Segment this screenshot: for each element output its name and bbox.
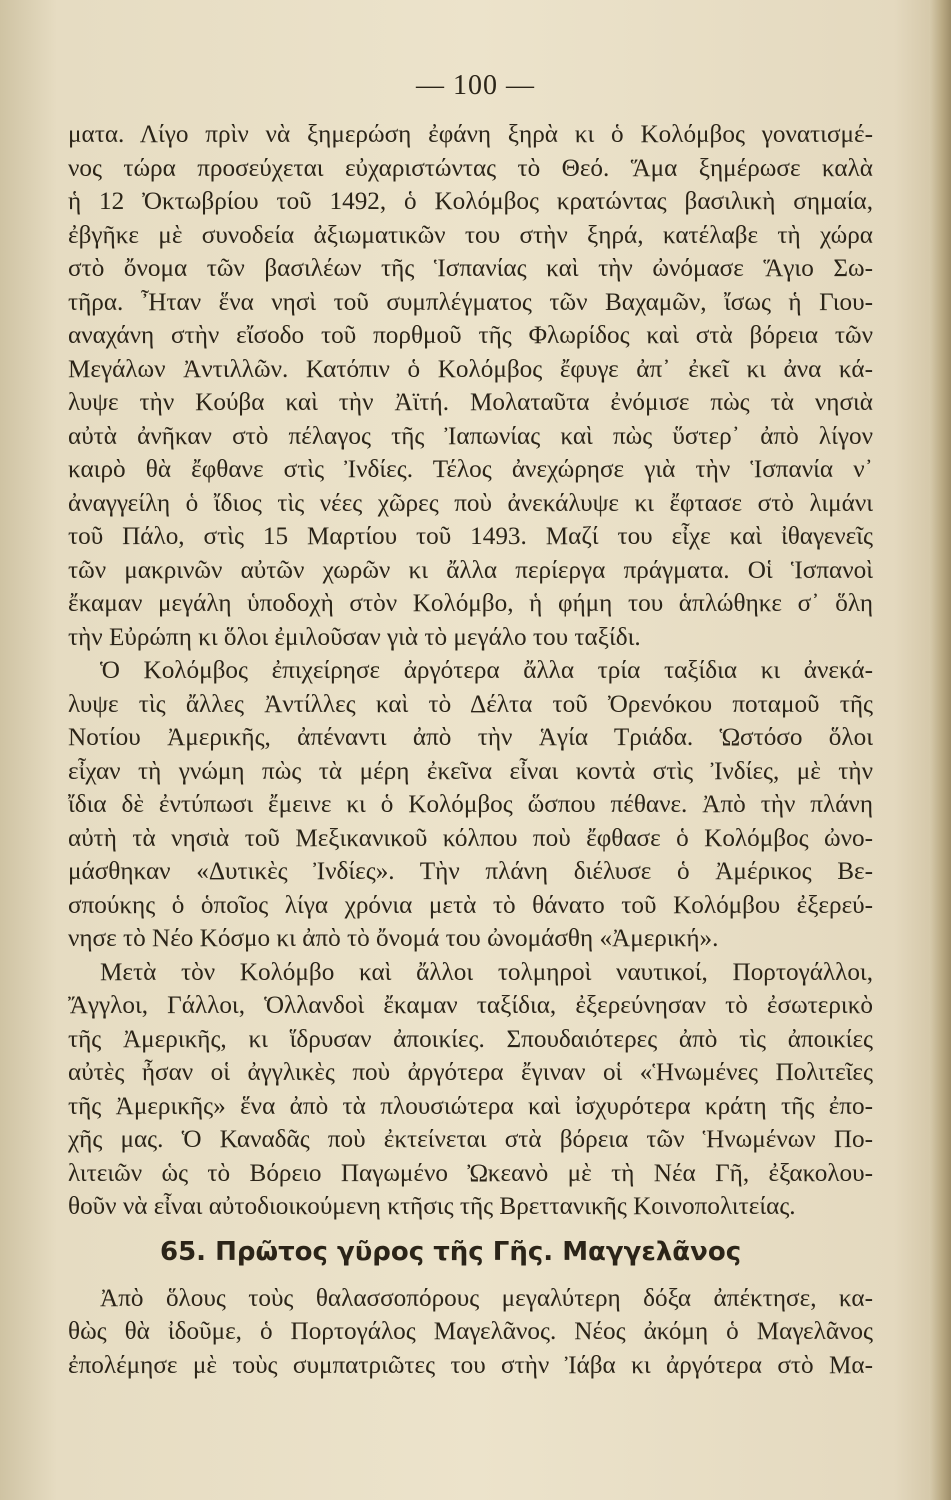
paragraph-2 (68, 654, 873, 956)
paragraph-3 (68, 956, 873, 1224)
paragraph-1 (68, 118, 873, 654)
text-line: Ἀπὸ ὅλους τοὺς θαλασσοπόρους μεγαλύτερη δόξα ἀπέκτησε, κα- (100, 1284, 873, 1312)
text-line: αὐτὴ τὰ νησιὰ τοῦ Μεξικανικοῦ κόλπου ποὺ ἔφθασε ὁ Κολόμβος ὠνο- (68, 824, 873, 852)
text-line: νησε τὸ Νέο Κόσμο κι ἀπὸ τὸ ὄνομά του ὠνομάσθη «Ἀμερική». (68, 925, 719, 952)
text-line: σπούκης ὁ ὁποῖος λίγα χρόνια μετὰ τὸ θάνατο τοῦ Κολόμβου ἐξερεύ- (68, 891, 873, 919)
text-line: ἐβγῆκε μὲ συνοδεία ἀξιωματικῶν του στὴν ξηρά, κατέλαβε τὴ χώρα (68, 221, 873, 249)
page-edge (929, 0, 951, 1500)
text-line: μάσθηκαν «Δυτικὲς Ἰνδίες». Τὴν πλάνη διέλυσε ὁ Ἀμέρικος Βε- (68, 858, 873, 885)
text-line: τῶν μακρινῶν αὐτῶν χωρῶν κι ἄλλα περίεργα πράγματα. Οἱ Ἱσπανοὶ (68, 556, 873, 584)
text-line: ἐπολέμησε μὲ τοὺς συμπατριῶτες του στὴν Ἰάβα κι ἀργότερα στὸ Μα- (68, 1351, 873, 1379)
text-line: εἶχαν τὴ γνώμη πὼς τὰ μέρη ἐκεῖνα εἶναι κοντὰ στὶς Ἰνδίες, μὲ τὴν (68, 757, 873, 785)
text-line: ἴδια δὲ ἐντύπωσι ἔμεινε κι ὁ Κολόμβος ὥσπου πέθανε. Ἀπὸ τὴν πλάνη (68, 791, 873, 818)
text-line: ἀναγγείλη ὁ ἴδιος τὶς νέες χῶρες ποὺ ἀνεκάλυψε κι ἔφτασε στὸ λιμάνι (68, 489, 873, 517)
body-text (68, 118, 873, 1382)
text-line: στὸ ὄνομα τῶν βασιλέων τῆς Ἱσπανίας καὶ τὴν ὠνόμασε Ἅγιο Σω- (68, 255, 873, 282)
page-number: — 100 — (416, 70, 535, 101)
text-line: λυψε τὶς ἄλλες Ἀντίλλες καὶ τὸ Δέλτα τοῦ Ὀρενόκου ποταμοῦ τῆς (68, 690, 873, 718)
text-line: ἡ 12 Ὀκτωβρίου τοῦ 1492, ὁ Κολόμβος κρατώντας βασιλικὴ σημαία, (68, 188, 873, 215)
text-line: Μετὰ τὸν Κολόμβο καὶ ἄλλοι τολμηροὶ ναυτικοί, Πορτογάλλοι, (100, 958, 873, 986)
text-line: λυψε τὴν Κούβα καὶ τὴν Ἀϊτή. Μολαταῦτα ἐνόμισε πὼς τὰ νησιὰ (68, 389, 873, 416)
text-line: τὴν Εὐρώπη κι ὅλοι ἐμιλοῦσαν γιὰ τὸ μεγάλο του ταξίδι. (68, 623, 641, 651)
text-line: ἔκαμαν μεγάλη ὑποδοχὴ στὸν Κολόμβο, ἡ φήμη του ἁπλώθηκε σ᾽ ὅλη (68, 590, 873, 617)
text-line: αναχάνη στὴν εἴσοδο τοῦ πορθμοῦ τῆς Φλωρίδος καὶ στὰ βόρεια τῶν (68, 322, 873, 349)
text-line: νος τώρα προσεύχεται εὐχαριστώντας τὸ Θεό. Ἅμα ξημέρωσε καλὰ (68, 154, 873, 182)
section-heading: 65. Πρῶτος γῦρος τῆς Γῆς. Μαγγελᾶνος (160, 1236, 742, 1267)
text-line: καιρὸ θὰ ἔφθανε στὶς Ἰνδίες. Τέλος ἀνεχώρησε γιὰ τὴν Ἱσπανία ν᾽ (68, 456, 873, 483)
text-line: ματα. Λίγο πρὶν νὰ ξημερώση ἐφάνη ξηρὰ κι ὁ Κολόμβος γονατισμέ- (68, 121, 873, 148)
text-line: αὐτὲς ἦσαν οἱ ἀγγλικὲς ποὺ ἀργότερα ἔγιναν οἱ «Ἡνωμένες Πολιτεῖες (68, 1059, 873, 1086)
text-line: χῆς μας. Ὁ Καναδᾶς ποὺ ἐκτείνεται στὰ βόρεια τῶν Ἡνωμένων Πο- (68, 1126, 873, 1153)
text-line: Ἄγγλοι, Γάλλοι, Ὁλλανδοὶ ἔκαμαν ταξίδια, ἐξερεύνησαν τὸ ἐσωτερικὸ (68, 992, 873, 1019)
text-line: λιτειῶν ὡς τὸ Βόρειο Παγωμένο Ὠκεανὸ μὲ τὴ Νέα Γῆ, ἐξακολου- (68, 1159, 873, 1187)
section-paragraph (68, 1282, 873, 1383)
text-line: Νοτίου Ἀμερικῆς, ἀπέναντι ἀπὸ τὴν Ἁγία Τριάδα. Ὡστόσο ὅλοι (68, 724, 873, 751)
text-line: αὐτὰ ἀνῆκαν στὸ πέλαγος τῆς Ἰαπωνίας καὶ πὼς ὕστερ᾽ ἀπὸ λίγον (68, 422, 873, 450)
text-line: θὼς θὰ ἰδοῦμε, ὁ Πορτογάλος Μαγελᾶνος. Νέος ἀκόμη ὁ Μαγελᾶνος (68, 1318, 873, 1345)
text-line: θοῦν νὰ εἶναι αὐτοδιοικούμενη κτῆσις τῆς Βρεττανικῆς Κοινοπολιτείας. (68, 1193, 796, 1220)
text-line: Μεγάλων Ἀντιλλῶν. Κατόπιν ὁ Κολόμβος ἔφυγε ἀπ᾽ ἐκεῖ κι ἀνα κά- (68, 355, 873, 383)
text-line: τῆς Ἀμερικῆς, κι ἵδρυσαν ἀποικίες. Σπουδαιότερες ἀπὸ τὶς ἀποικίες (68, 1025, 873, 1053)
text-line: Ὁ Κολόμβος ἐπιχείρησε ἀργότερα ἄλλα τρία ταξίδια κι ἀνεκά- (100, 657, 873, 684)
text-line: τοῦ Πάλο, στὶς 15 Μαρτίου τοῦ 1493. Μαζί του εἶχε καὶ ἰθαγενεῖς (68, 523, 873, 550)
text-line: τῆρα. Ἦταν ἕνα νησὶ τοῦ συμπλέγματος τῶν Βαχαμῶν, ἴσως ἡ Γιου- (68, 288, 873, 316)
text-line: τῆς Ἀμερικῆς» ἕνα ἀπὸ τὰ πλουσιώτερα καὶ ἰσχυρότερα κράτη τῆς ἐπο- (68, 1092, 873, 1120)
